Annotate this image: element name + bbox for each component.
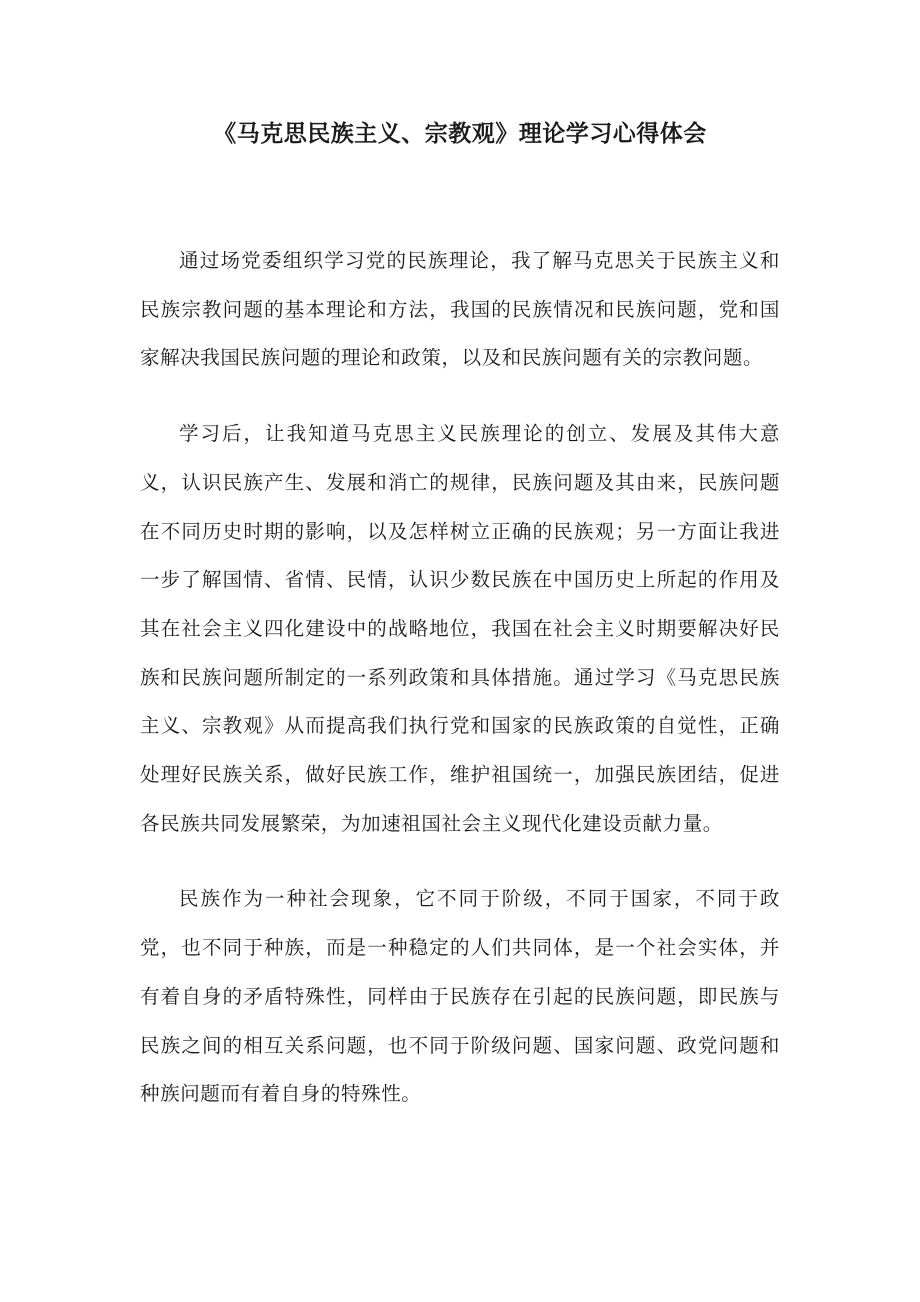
paragraph-3: 民族作为一种社会现象，它不同于阶级，不同于国家，不同于政党，也不同于种族，而是一种稳定的人们共同体，是一个社会实体，并有着自身的矛盾特殊性，同样由于民族存在引起的民族问题，即民族与民族之间的相互关系问题，也不同于阶级问题、国家问题、政党问题和种族问题而有着自身的特殊性。 [140,887,780,1106]
paragraph-1: 通过场党委组织学习党的民族理论，我了解马克思关于民族主义和民族宗教问题的基本理论和方法，我国的民族情况和民族问题，党和国家解决我国民族问题的理论和政策，以及和民族问题有关的宗教问题。 [140,249,780,370]
document-body [140,237,780,1146]
paragraph-2: 学习后，让我知道马克思主义民族理论的创立、发展及其伟大意义，认识民族产生、发展和消亡的规律，民族问题及其由来，民族问题在不同历史时期的影响，以及怎样树立正确的民族观；另一方面让我进一步了解国情、省情、民情，认识少数民族在中国历史上所起的作用及其在社会主义四化建设中的战略地位，我国在社会主义时期要解决好民族和民族问题所制定的一系列政策和具体措施。通过学习《马克思民族主义、宗教观》从而提高我们执行党和国家的民族政策的自觉性，正确处理好民族关系，做好民族工作，维护祖国统一，加强民族团结，促进各民族共同发展繁荣，为加速祖国社会主义现代化建设贡献力量。 [140,422,780,835]
document-title: 《马克思民族主义、宗教观》理论学习心得体会 [213,121,707,147]
